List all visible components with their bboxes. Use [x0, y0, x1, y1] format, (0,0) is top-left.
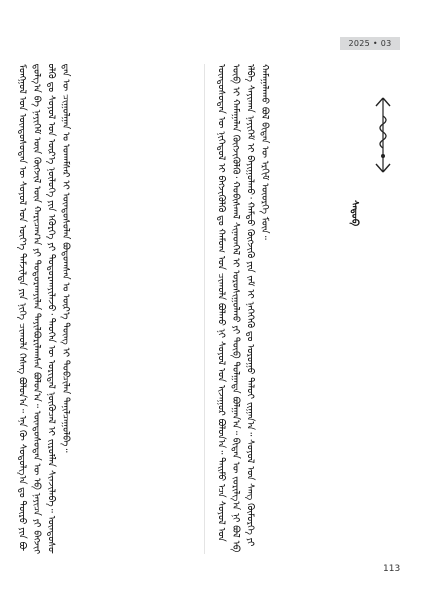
text-column-left: ᠮᠣᠩᠭᠣᠯ ᠤᠨ ᠦᠨᠳᠦᠰᠦᠲᠡᠨ ᠦ ᠰᠣᠶᠣᠯ ᠤᠨ ᠦᠶ᠎ᠡ ᠳᠠᠮᠵᠢᠯᠲᠠ ᠶᠢᠨ ᠨᠢᠭᠡ ᠴᠢᠬᠤᠯᠠ ᠬᠡᠰᠡᠭ ᠪᠣᠯᠣᠨ᠎ᠠ᠃ ᠡᠨᠡ ᠬᠦ ᠰᠤᠳᠤᠯᠭ᠎ᠠ ᠳᠤ ᠲᠥᠷᠥ ᠶᠢᠨ ᠪᠣᠳᠣᠯᠭ᠎ᠠ ᠪᠠ ᠨᠡᠶᠢᠭᠡᠮ ᠦᠨ ᠬᠥᠭᠵᠢᠯ ᠦᠨ ᠬᠠᠷᠢᠴᠠᠭ᠎ᠠ ᠶᠢ ᠲᠣᠳᠣᠷᠬᠠᠶᠢᠯᠠᠨ ᠲᠠᠶᠢᠯᠪᠤᠷᠢᠯᠠᠭᠰᠠᠨ ᠪᠣᠯᠣᠨ᠎ᠠ᠃ ᠦᠨᠳᠦᠰᠦᠲᠡᠨ ᠦ ᠡᠪ ᠨᠡᠶᠢᠴᠡ ᠶᠢ ᠪᠡᠬᠵᠢᠭᠦᠯᠬᠦ ᠳᠤ ᠰᠣᠶᠣᠯ ᠤᠨ ᠦᠷ᠎ᠡ ᠨᠥᠯᠦᠭᠡ ᠶᠢᠨ ᠡᠭᠦᠷᠭᠡ ᠶᠢ ᠲᠣᠳᠣᠷᠬᠠᠶᠢᠯᠠᠵᠤ᠂ ᠲᠡᠦᠬᠡᠨ ᠦ ᠤᠷᠢᠳᠠᠯ ᠨᠥᠬᠥᠴᠡᠯ ᠢ ᠵᠢᠷᠤᠮᠯᠠᠨ ᠰᠢᠨᠵᠢᠯᠡᠪᠡ᠃ ᠦᠨᠳᠦᠰᠦᠲᠡᠨ ᠦ ᠴᠢᠭᠤᠯᠭᠠᠨ ᠤ ᠤᠬᠠᠮᠰᠠᠷ ᠢ ᠦᠨᠳᠦᠰᠦᠯᠡᠨ ᠪᠣᠳᠣᠭᠰᠠᠨ ᠤ ᠦᠷ᠎ᠡ ᠳᠦᠩ ᠢ ᠲᠣᠪᠴᠢᠯᠠᠨ ᠲᠠᠨᠢᠯᠴᠠᠭᠤᠯᠪᠠ᠃: [16, 64, 71, 554]
page-number: 113: [383, 564, 401, 574]
decorative-ornament-icon: [368, 96, 398, 174]
column-divider: [204, 64, 205, 554]
section-title: ᠰᠡᠳᠦᠪ: [349, 200, 359, 227]
issue-tag: 2025 • 03: [340, 37, 400, 50]
text-column-right: ᠦᠨᠳᠦᠰᠦᠲᠡᠨ ᠦ ᠨᠢᠭᠡᠳᠦᠯ ᠢ ᠪᠡᠬᠵᠢᠭᠦᠯᠬᠦ ᠳᠤ ᠬᠠᠮᠤᠭ ᠤᠨ ᠴᠢᠬᠤᠯᠠ ᠪᠣᠯᠬᠤ ᠨᠢ ᠰᠣᠶᠣᠯ ᠤᠨ ᠢᠵᠠᠭᠤᠷ ᠪᠣᠯᠣᠨ᠎ᠠ᠃ ᠲᠡᠢᠮᠦ ᠡᠴᠡ ᠰᠣᠶᠣᠯ ᠤᠨ ᠥᠪ ᠢ ᠬᠠᠮᠠᠭᠠᠯᠠᠨ ᠬᠥᠭᠵᠢᠭᠦᠯᠬᠦ᠂ ᠬᠤᠪᠢᠰᠬᠠᠯ ᠰᠢᠨᠡᠳᠬᠡᠯ ᠢ ᠤᠷᠤᠰᠢᠭᠤᠯᠬᠤ ᠶᠢ ᠲᠥᠪ ᠲᠤᠯᠭᠠᠳᠠ ᠪᠣᠯᠭᠠᠨ᠎ᠠ᠃ ᠪᠢᠳᠡᠨ ᠦ ᠵᠣᠷᠢᠯᠭ᠎ᠠ ᠨᠢ ᠪᠣᠯ ᠡᠪ ᠡᠯᠪᠡ ᠰᠠᠶᠢᠬᠠᠨ ᠨᠡᠶᠢᠭᠡᠮ ᠢ ᠪᠠᠶᠢᠭᠤᠯᠬᠤ᠂ ᠬᠠᠮᠲᠤ ᠬᠥᠭᠵᠢᠬᠦ ᠶᠢᠨ ᠵᠠᠮ ᠢ ᠨᠡᠭᠡᠭᠡᠬᠦ ᠳᠤ ᠤᠷᠤᠭᠤ ᠳᠠᠯᠤᠢ ᠵᠢᠭᠠᠨ᠎ᠠ᠃ ᠰᠣᠶᠣᠯ ᠤᠨ ᠰᠠᠩ ᠬᠥᠮᠥᠷᠭᠡ ᠶᠢ ᠬᠠᠮᠠᠭᠠᠯᠠᠬᠤ ᠪᠣᠯ ᠪᠢᠳᠡᠨ ᠦ ᠡᠷᠬᠢᠮ ᠦᠦᠷᠭᠡ ᠮᠥᠨ᠃: [215, 64, 270, 553]
